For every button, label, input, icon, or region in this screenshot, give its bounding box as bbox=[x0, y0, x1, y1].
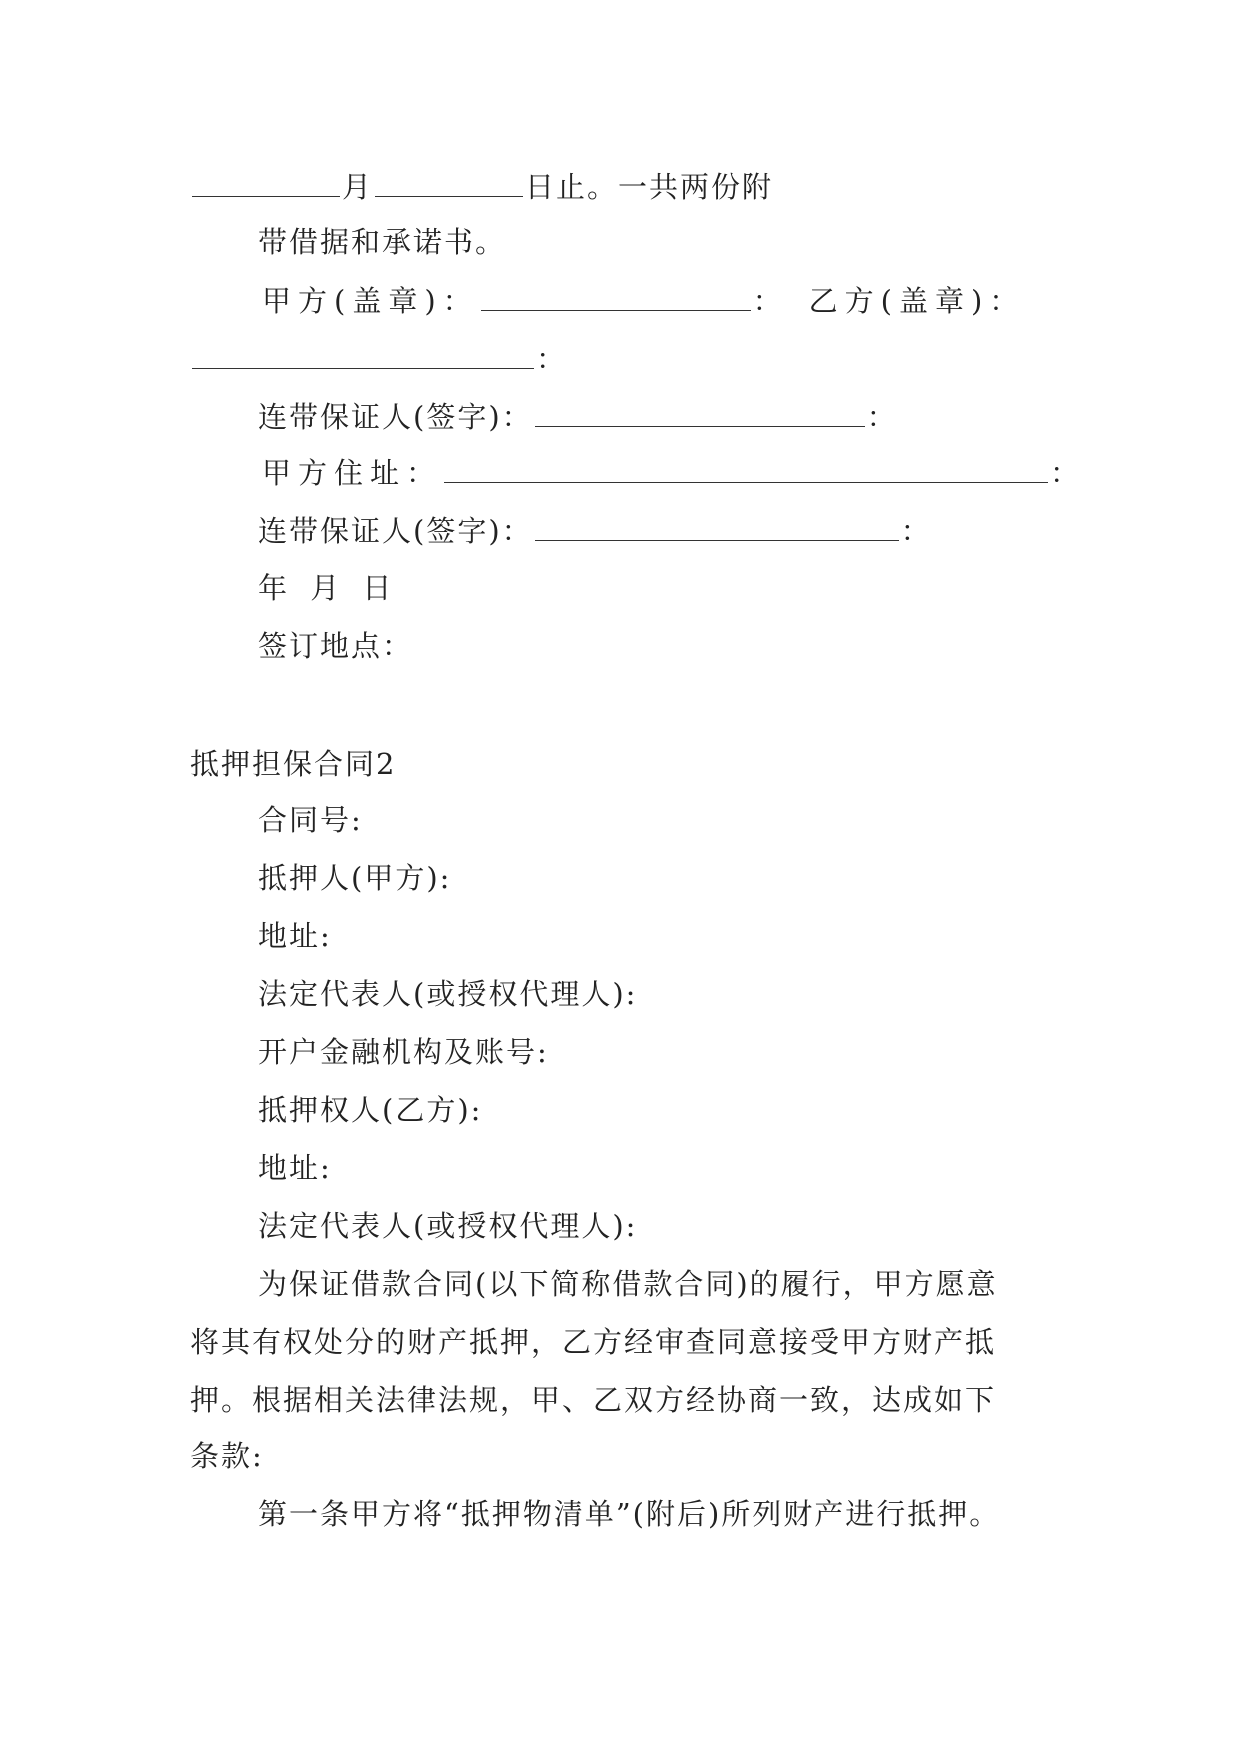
party-a-seal-line bbox=[262, 280, 1025, 321]
guarantor-label-1: 连带保证人(签字)： bbox=[258, 400, 533, 434]
party-a-address-end: ： bbox=[1050, 456, 1087, 490]
date-line: 年 月 日 bbox=[258, 571, 399, 605]
mortgagor-address: 地址: bbox=[258, 919, 332, 953]
attachments-line: 带借据和承诺书。 bbox=[258, 225, 507, 259]
signing-place-line: 签订地点： bbox=[258, 629, 414, 663]
contract2-title: 抵押担保合同2 bbox=[190, 747, 397, 781]
guarantor-sign-line-2 bbox=[258, 510, 932, 551]
contract-number: 合同号: bbox=[258, 803, 363, 837]
party-a-seal-colon: ： bbox=[752, 284, 789, 318]
paragraph-line-4: 条款: bbox=[190, 1439, 264, 1473]
paragraph-line-2: 将其有权处分的财产抵押，乙方经审查同意接受甲方财产抵 bbox=[190, 1325, 997, 1359]
guarantor-end-2: ： bbox=[900, 514, 932, 548]
month-label: 月 bbox=[342, 170, 374, 204]
party-b-seal-end: ： bbox=[536, 342, 568, 376]
party-a-seal-blank bbox=[481, 280, 751, 311]
mortgagor: 抵押人(甲方): bbox=[258, 861, 452, 895]
guarantor-blank-1 bbox=[535, 396, 865, 427]
party-a-address-blank bbox=[444, 452, 1048, 483]
guarantor-end-1: ： bbox=[866, 400, 898, 434]
guarantor-sign-line-1 bbox=[258, 396, 898, 437]
party-b-seal-blank bbox=[192, 338, 534, 369]
date-end-line bbox=[190, 166, 773, 207]
mortgagee-legal-rep: 法定代表人(或授权代理人): bbox=[258, 1209, 638, 1243]
guarantor-label-2: 连带保证人(签字)： bbox=[258, 514, 533, 548]
party-a-address-line bbox=[262, 452, 1086, 493]
mortgagor-legal-rep: 法定代表人(或授权代理人): bbox=[258, 977, 638, 1011]
date-end-tail: 日止。一共两份附 bbox=[525, 170, 774, 204]
guarantor-blank-2 bbox=[535, 510, 899, 541]
mortgagee: 抵押权人(乙方): bbox=[258, 1093, 483, 1127]
day-blank bbox=[375, 166, 523, 197]
party-a-seal-label: 甲方(盖章)： bbox=[262, 284, 479, 318]
mortgagee-address: 地址: bbox=[258, 1151, 332, 1185]
year-blank bbox=[192, 166, 340, 197]
paragraph-line-3: 押。根据相关法律法规，甲、乙双方经协商一致，达成如下 bbox=[190, 1383, 997, 1417]
article-1: 第一条甲方将“抵押物清单”(附后)所列财产进行抵押。 bbox=[258, 1497, 1001, 1531]
bank-account: 开户金融机构及账号: bbox=[258, 1035, 549, 1069]
party-b-seal-label: 乙方(盖章)： bbox=[808, 284, 1026, 318]
party-a-address-label: 甲方住址： bbox=[262, 456, 443, 490]
paragraph-line-1: 为保证借款合同(以下简称借款合同)的履行，甲方愿意 bbox=[258, 1267, 998, 1301]
party-b-seal-line bbox=[190, 338, 567, 379]
